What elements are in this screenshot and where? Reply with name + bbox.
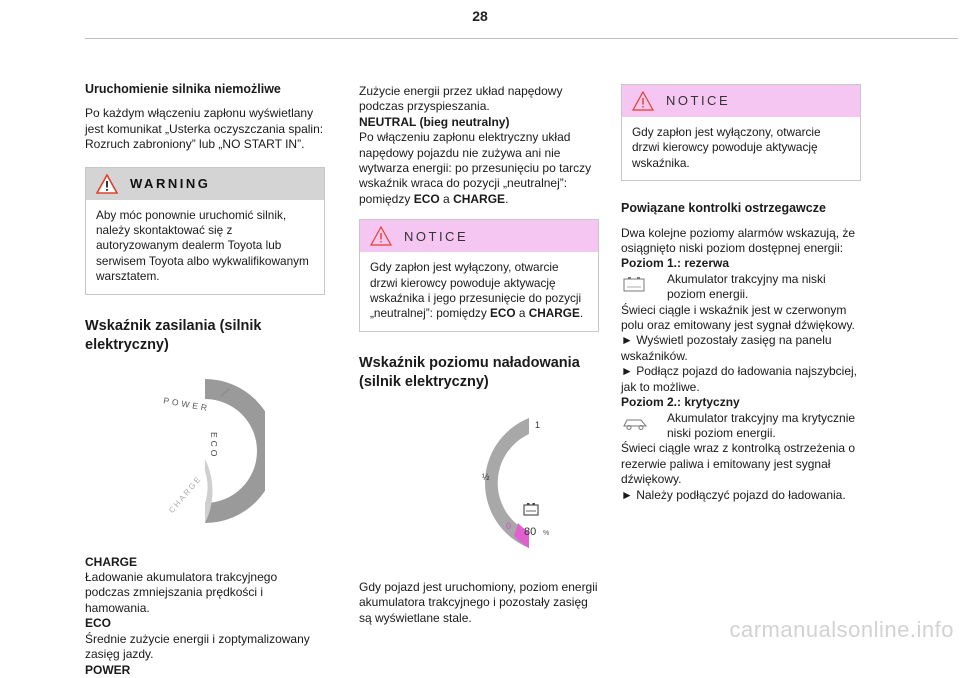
column-3	[621, 84, 861, 503]
gauge-label-power: POWER	[162, 394, 211, 413]
warning-lamps-intro: Dwa kolejne poziomy alarmów wskazują, że osiągnięto niski poziom dostępnej energii:	[621, 225, 856, 256]
neutral-text: Po włączeniu zapłonu elektryczny układ napędowy pojazdu nie zużywa ani nie wytwarza energii: po przesunięciu po tarczy wskaźnik wraca do pozycji „neutralnej”: pomiędzy ECO a CHARGE.	[359, 130, 592, 206]
charge-text: Ładowanie akumulatora trakcyjnego podczas zmniejszania prędkości i hamowania.	[85, 570, 278, 615]
charge-value: 80	[524, 525, 537, 538]
battery-plug-icon	[524, 503, 538, 515]
notice-body-2: Gdy zapłon jest wyłączony, otwarcie drzwi kierowcy powoduje aktywację wskaźnika.	[632, 125, 821, 170]
warning-triangle-icon	[96, 174, 118, 194]
level2-icon-row: Akumulator trakcyjny ma krytycznie niski poziom energii.	[621, 411, 861, 442]
warning-title: WARNING	[130, 175, 211, 191]
notice-box-1	[359, 219, 599, 332]
warning-box	[85, 167, 325, 295]
notice-triangle-icon	[370, 226, 392, 246]
notice-title-1: NOTICE	[404, 228, 469, 244]
level1-action-1: ► Wyświetl pozostały zasięg na panelu wskaźników.	[621, 333, 832, 363]
warning-body: Aby móc ponownie uruchomić silnik, należy skontaktować się z autoryzowanym dealerm Toyota lub serwisem Toyota albo wykwalifikowanym warsztatem.	[96, 207, 309, 284]
notice-body-1: Gdy zapłon jest wyłączony, otwarcie drzwi kierowcy powoduje aktywację wskaźnika i jego przesunięcie do pozycji „neutralnej”: pomiędzy ECO a CHARGE.	[370, 260, 584, 321]
power-text: Zużycie energii przez układ napędowy podczas przyspieszania.	[359, 84, 563, 114]
level1-label: Poziom 1.: rezerwa	[621, 256, 730, 271]
charge-unit: %	[543, 529, 549, 537]
gauge-label-eco: ECO	[209, 431, 219, 460]
gauge-label-full: 1	[535, 419, 541, 430]
level2-action: ► Należy podłączyć pojazd do ładowania.	[621, 487, 846, 502]
eco-label: ECO	[85, 616, 112, 631]
level2-text: Świeci ciągle wraz z kontrolką ostrzeżenia o rezerwie paliwa i emitowany jest sygnał dźwiękowy.	[621, 441, 856, 487]
level1-text: Świeci ciągle i wskaźnik jest w czerwonym polu oraz emitowany jest sygnał dźwiękowy.	[621, 302, 855, 333]
level2-label: Poziom 2.: krytyczny	[621, 395, 740, 410]
charge-level-title: Wskaźnik poziomu naładowania (silnik elektryczny)	[359, 354, 580, 390]
eco-text: Średnie zużycie energii i zoptymalizowany zasięg jazdy.	[85, 631, 310, 662]
power-indicator-title: Wskaźnik zasilania (silnik elektryczny)	[85, 317, 262, 353]
header-rule	[85, 38, 958, 39]
notice-box-2	[621, 84, 861, 181]
notice-header-2	[622, 85, 860, 117]
charge-level-gauge-illustration	[409, 404, 549, 554]
neutral-label: NEUTRAL (bieg neutralny)	[359, 114, 510, 129]
column-1	[85, 58, 325, 678]
car-low-energy-icon	[621, 414, 649, 432]
power-label: POWER	[85, 662, 131, 677]
charge-after-text: Gdy pojazd jest uruchomiony, poziom energii akumulatora trakcyjnego i pozostały zasięg są wyświetlane stale.	[359, 579, 598, 625]
gauge-label-half: ½	[482, 471, 490, 482]
no-start-paragraph: Po każdym włączeniu zapłonu wyświetlany jest komunikat „Usterka oczyszczania spalin: Rozruch zabroniony” lub „NO START IN”.	[85, 106, 324, 152]
gauge-label-empty: 0	[506, 520, 512, 531]
power-gauge-illustration	[145, 365, 265, 535]
notice-title-2: NOTICE	[666, 93, 731, 109]
column-2	[359, 84, 599, 626]
warning-header	[86, 168, 324, 200]
level1-icon-row: Akumulator trakcyjny ma niski poziom energii.	[621, 272, 861, 303]
battery-low-icon	[621, 275, 647, 293]
charge-label: CHARGE	[85, 554, 138, 569]
notice-triangle-icon-2	[632, 91, 654, 111]
heading-no-start: Uruchomienie silnika niemożliwe	[85, 82, 281, 96]
page-number: 28	[472, 8, 488, 24]
watermark: carmanualsonline.info	[729, 617, 954, 642]
notice-header-1	[360, 220, 598, 252]
gauge-label-charge: CHARGE	[167, 473, 204, 515]
warning-lamps-heading: Powiązane kontrolki ostrzegawcze	[621, 201, 826, 216]
level1-action-2: ► Podłącz pojazd do ładowania najszybciej, jak to możliwe.	[621, 364, 858, 394]
